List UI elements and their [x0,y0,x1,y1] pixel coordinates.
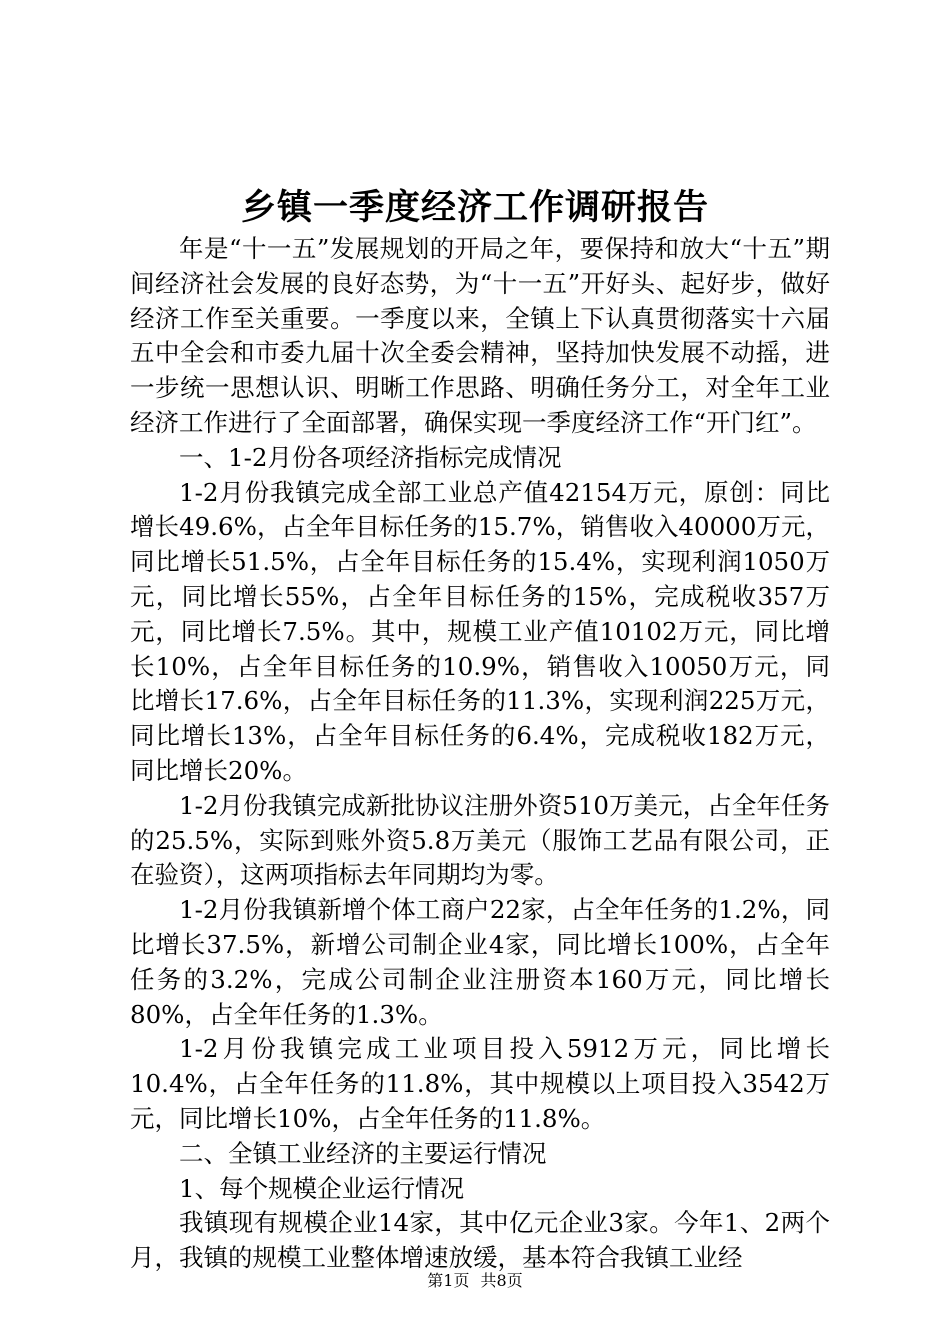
section-heading-1: 一、1-2月份各项经济指标完成情况 [179,442,562,472]
section-heading-2: 二、全镇工业经济的主要运行情况 [179,1138,547,1168]
document-body [130,232,830,1276]
paragraph-project-investment: 1-2月份我镇完成工业项目投入5912万元，同比增长10.4%，占全年任务的11.8%，其中规模以上项目投入3542万元，同比增长10%，占全年任务的11.8%。 [130,1034,830,1133]
paragraph-new-businesses: 1-2月份我镇新增个体工商户22家，占全年任务的1.2%，同比增长37.5%，新增公司制企业4家，同比增长100%，占全年任务的3.2%，完成公司制企业注册资本160万元，同比增长80%，占全年任务的1.3%。 [130,895,830,1029]
paragraph-intro: 年是“十一五”发展规划的开局之年，要保持和放大“十五”期间经济社会发展的良好态势，为“十一五”开好头、起好步，做好经济工作至关重要。一季度以来，全镇上下认真贯彻落实十六届五中全会和市委九届十次全委会精神，坚持加快发展不动摇，进一步统一思想认识、明晰工作思路、明确任务分工，对全年工业经济工作进行了全面部署，确保实现一季度经济工作“开门红”。 [130,234,830,437]
subsection-heading-1: 1、每个规模企业运行情况 [179,1173,465,1203]
paragraph-industrial-output: 1-2月份我镇完成全部工业总产值42154万元，原创：同比增长49.6%，占全年目标任务的15.7%，销售收入40000万元，同比增长51.5%，占全年目标任务的15.4%，实现利润1050万元，同比增长55%，占全年目标任务的15%，完成税收357万元，同比增长7.5%。其中，规模工业产值10102万元，同比增长10%，占全年目标任务的10.9%，销售收入10050万元，同比增长17.6%，占全年目标任务的11.3%，实现利润225万元，同比增长13%，占全年目标任务的6.4%，完成税收182万元，同比增长20%。 [130,477,830,785]
paragraph-enterprises: 我镇现有规模企业14家，其中亿元企业3家。今年1、2两个月，我镇的规模工业整体增速放缓，基本符合我镇工业经 [130,1208,830,1273]
document-title: 乡镇一季度经济工作调研报告 [240,188,709,228]
paragraph-foreign-investment: 1-2月份我镇完成新批协议注册外资510万美元，占全年任务的25.5%，实际到账外资5.8万美元（服饰工艺品有限公司，正在验资），这两项指标去年同期均为零。 [130,790,830,890]
page-footer: 第1页 共8页 [427,1271,523,1290]
